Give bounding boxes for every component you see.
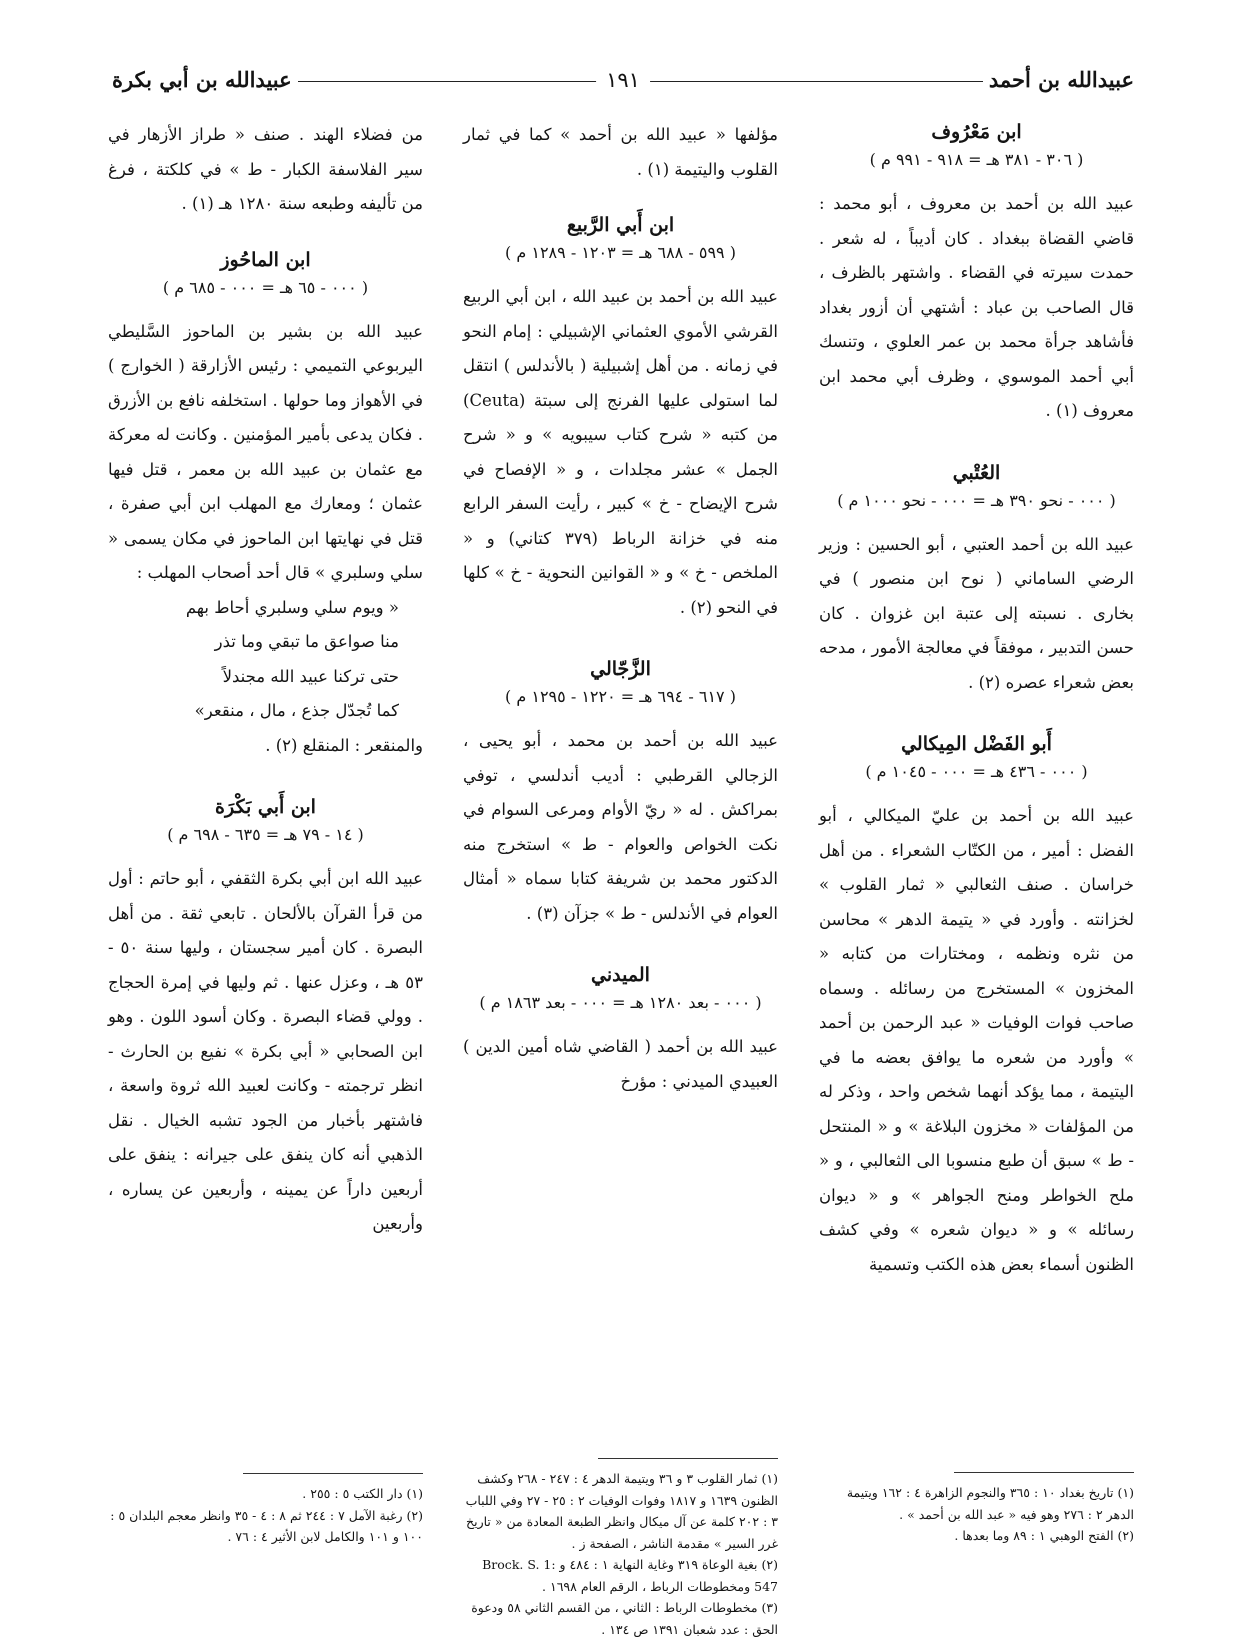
entry-dates: ( ٦١٧ - ٦٩٤ هـ = ١٢٢٠ - ١٢٩٥ م ) <box>505 687 736 706</box>
entry-text: عبيد الله بن بشير بن الماحوز السَّليطي اليربوعي التميمي : رئيس الأزارقة ( الخوارج ) في الأهواز وما حولها . استخلفه نافع بن الأزرق . فكان يدعى بأمير المؤمنين . وكانت له معركة مع عثمان بن عبيد الله بن معمر ، قتل فيها عثمان ؛ ومعارك مع المهلب ابن أبي صفرة ، قتل في نهايتها ابن الماحوز في مكان يسمى « سلي وسلبري » قال أحد أصحاب المهلب : <box>108 321 423 582</box>
entry-title: ابن أَبي الرَّبيع <box>566 214 675 236</box>
middle-column <box>463 118 778 1129</box>
footnote-rule-right <box>954 1472 1134 1473</box>
verse-line: حتى تركنا عبيد الله مجندلاً <box>222 666 399 686</box>
entry-dates: ( ٠٠٠ - نحو ٣٩٠ هـ = ٠٠٠ - نحو ١٠٠٠ م ) <box>837 490 1116 510</box>
entry-ibn-al-mahuz <box>108 246 423 764</box>
entry-title: ابن مَعْرُوف <box>931 121 1022 143</box>
entry-title: ابن أَبي بَكْرَة <box>215 796 316 818</box>
entry-al-maydani <box>463 961 778 1099</box>
footnote: (١) دار الكتب ٥ : ٢٥٥ . <box>302 1486 423 1501</box>
entry-dates: ( ٣٠٦ - ٣٨١ هـ = ٩١٨ - ٩٩١ م ) <box>869 150 1084 169</box>
entry-text: عبيد الله ابن أبي بكرة الثقفي ، أبو حاتم : أول من قرأ القرآن بالألحان . تابعي ثقة . من أهل البصرة . كان أمير سجستان ، وليها سنة ٥٠ - ٥٣ هـ ، وعزل عنها . ثم وليها في إمرة الحجاج . وولي قضاء البصرة . وكان أسود اللون . وهو ابن الصحابي « أبي بكرة » نفيع بن الحارث - انظر ترجمته - وكانت لعبيد الله ثروة واسعة ، فاشتهر بأخبار من الجود تشبه الخيال . نقل الذهبي أنه كان ينفق على جيرانه : ينفق على أربعين داراً عن يمينه ، وأربعين عن يساره ، وأربعين <box>108 869 423 1233</box>
running-header <box>112 62 1134 102</box>
verse-line: « ويوم سلي وسلبري أحاط بهم <box>185 597 399 617</box>
footnote-rule-middle <box>598 1458 778 1459</box>
entry-title: الميدني <box>591 964 650 986</box>
footnote-rule-left <box>243 1473 423 1474</box>
footnote: (٢) رغبة الآمل ٧ : ٢٤٤ ثم ٨ : ٤ - ٣٥ وانظر معجم البلدان ٥ : ١٠٠ و ١٠١ والكامل لابن الأثير ٤ : ٧٦ . <box>110 1507 423 1544</box>
entry-dates: ( ٥٩٩ - ٦٨٨ هـ = ١٢٠٣ - ١٢٨٩ م ) <box>505 243 736 262</box>
entry-dates: ( ١٤ - ٧٩ هـ = ٦٣٥ - ٦٩٨ م ) <box>167 825 364 844</box>
footnotes-left <box>108 1483 423 1548</box>
left-column <box>108 118 423 1272</box>
footnote: (٢) بغية الوعاة ٣١٩ وغاية النهاية ١ : ٤٨٤ و Brock. S. 1: 547 ومخطوطات الرباط ، الرقم العام ١٦٩٨ . <box>482 1557 778 1594</box>
entry-text-after-verse: والمنقعر : المنقلع (٢) . <box>265 735 423 755</box>
entry-al-utbi <box>819 459 1134 701</box>
footnote: (١) ثمار القلوب ٣ و ٣٦ ويتيمة الدهر ٤ : ٢٤٧ - ٢٦٨ وكشف الظنون ١٦٣٩ و ١٨١٧ وفوات الوفيات ٢ : ٢٥ - ٢٧ وفي اللباب ٣ : ٢٠٢ كلمة عن آل ميكال وانظر الطبعة المعادة من « تاريخ غرر السير » مقدمة الناشر ، الصفحة ز . <box>465 1471 778 1551</box>
entry-text: عبيد الله بن أحمد ( القاضي شاه أمين الدين ) العبيدي الميدني : مؤرخ <box>463 1037 778 1091</box>
entry-text: عبيد الله بن أحمد العتبي ، أبو الحسين : وزير الرضي الساماني ( نوح ابن منصور ) في بخارى . نسبته إلى عتبة ابن غزوان . كان حسن التدبير ، موفقاً في معالجة الأمور ، مدحه بعض شعراء عصره (٢) . <box>819 534 1134 692</box>
right-column <box>819 118 1134 1312</box>
entry-title: أَبو الفَضْل المِيكالي <box>901 733 1052 755</box>
entry-ibn-maruf <box>819 118 1134 429</box>
entry-al-zajjali <box>463 655 778 931</box>
page-number: ١٩١ <box>596 66 650 94</box>
entry-title: الزَّجّالي <box>590 658 651 680</box>
footnote: (٣) مخطوطات الرباط : الثاني ، من القسم الثاني ٥٨ ودعوة الحق : عدد شعبان ١٣٩١ ص ١٣٤ . <box>471 1600 778 1637</box>
footnote: (١) تاريخ بغداد ١٠ : ٣٦٥ والنجوم الزاهرة ٤ : ١٦٢ ويتيمة الدهر ٢ : ٢٧٦ وهو فيه « عبد الله بن أحمد » . <box>846 1485 1134 1522</box>
entry-dates: ( ٠٠٠ - ٦٥ هـ = ٠٠٠ - ٦٨٥ م ) <box>162 277 369 297</box>
entry-dates: ( ٠٠٠ - بعد ١٢٨٠ هـ = ٠٠٠ - بعد ١٨٦٣ م ) <box>479 993 762 1012</box>
entry-dates: ( ٠٠٠ - ٤٣٦ هـ = ٠٠٠ - ١٠٤٥ م ) <box>865 762 1088 781</box>
footnotes-right <box>819 1482 1134 1547</box>
verse-line: منا صواعق ما تبقي وما تذر <box>214 632 399 651</box>
entry-text: عبيد الله بن أحمد بن معروف ، أبو محمد : قاضي القضاة ببغداد . كان أديباً ، له شعر . حمدت سيرته في القضاء . واشتهر بالظرف ، قال الصاحب بن عباد : أشتهي أن أزور بغداد فأشاهد جرأة محمد بن عمر العلوي ، وتنسك أبي أحمد الموسوي ، وظرف أبي محمد ابن معروف (١) . <box>819 194 1134 420</box>
header-right-title: عبيدالله بن أحمد <box>983 66 1134 94</box>
footnotes-middle <box>463 1468 778 1640</box>
entry-title: العُتْبي <box>952 461 1001 484</box>
entry-ibn-abi-bakra <box>108 793 423 1242</box>
entry-al-mikali <box>819 730 1134 1282</box>
entry-ibn-abi-al-rabi <box>463 211 778 625</box>
verse-line: كما تُجدّل جذع ، مال ، منقعر» <box>194 701 399 720</box>
header-left-title: عبيدالله بن أبي بكرة <box>112 66 298 94</box>
continuation-text: من فضلاء الهند . صنف « طراز الأزهار في سير الفلاسفة الكبار - ط » في كلكتة ، فرغ من تأليفه وطبعه سنة ١٢٨٠ هـ (١) . <box>108 125 423 213</box>
entry-text: عبيد الله بن أحمد بن محمد ، أبو يحيى ، الزجالي القرطبي : أديب أندلسي ، توفي بمراكش . له « ريّ الأوام ومرعى السوام في نكت الخواص والعوام - ط » استخرج منه الدكتور محمد بن شريفة كتابا سماه « أمثال العوام في الأندلس - ط » جزآن (٣) . <box>463 731 778 923</box>
entry-text: عبيد الله بن أحمد بن عليّ الميكالي ، أبو الفضل : أمير ، من الكتّاب الشعراء . من أهل خراسان . صنف الثعالبي « ثمار القلوب » لخزانته . وأورد في « يتيمة الدهر » محاسن من نثره ونظمه ، ومختارات من كتابه « المخزون » المستخرج من رسائله . وسماه صاحب فوات الوفيات « عبد الرحمن بن أحمد » وأورد من شعره ما يوافق بعضه ما في اليتيمة ، مما يؤكد أنهما شخص واحد ، وذكر له من المؤلفات « مخزون البلاغة » و « المنتحل - ط » سبق أن طبع منسوبا الى الثعالبي ، و « ملح الخواطر ومنح الجواهر » و « ديوان رسائله » و « ديوان شعره » وفي كشف الظنون أسماء بعض هذه الكتب وتسمية <box>819 806 1134 1274</box>
continuation-text: مؤلفها « عبيد الله بن أحمد » كما في ثمار القلوب واليتيمة (١) . <box>463 125 778 179</box>
footnote: (٢) الفتح الوهبي ١ : ٨٩ وما بعدها . <box>954 1528 1134 1543</box>
entry-text: عبيد الله بن أحمد بن عبيد الله ، ابن أبي الربيع القرشي الأموي العثماني الإشبيلي : إمام النحو في زمانه . من أهل إشبيلية ( بالأندلس ) انتقل لما استولى عليها الفرنج إلى سبتة (Ceuta) من كتبه « شرح كتاب سيبويه » و « شرح الجمل » عشر مجلدات ، و « الإفصاح في شرح الإيضاح - خ » كبير ، رأيت السفر الرابع منه في خزانة الرباط (٣٧٩ كتاني) و « الملخص - خ » و « القوانين النحوية - خ » كلها في النحو (٢) . <box>463 287 778 617</box>
entry-title: ابن الماحُوز <box>220 248 311 271</box>
